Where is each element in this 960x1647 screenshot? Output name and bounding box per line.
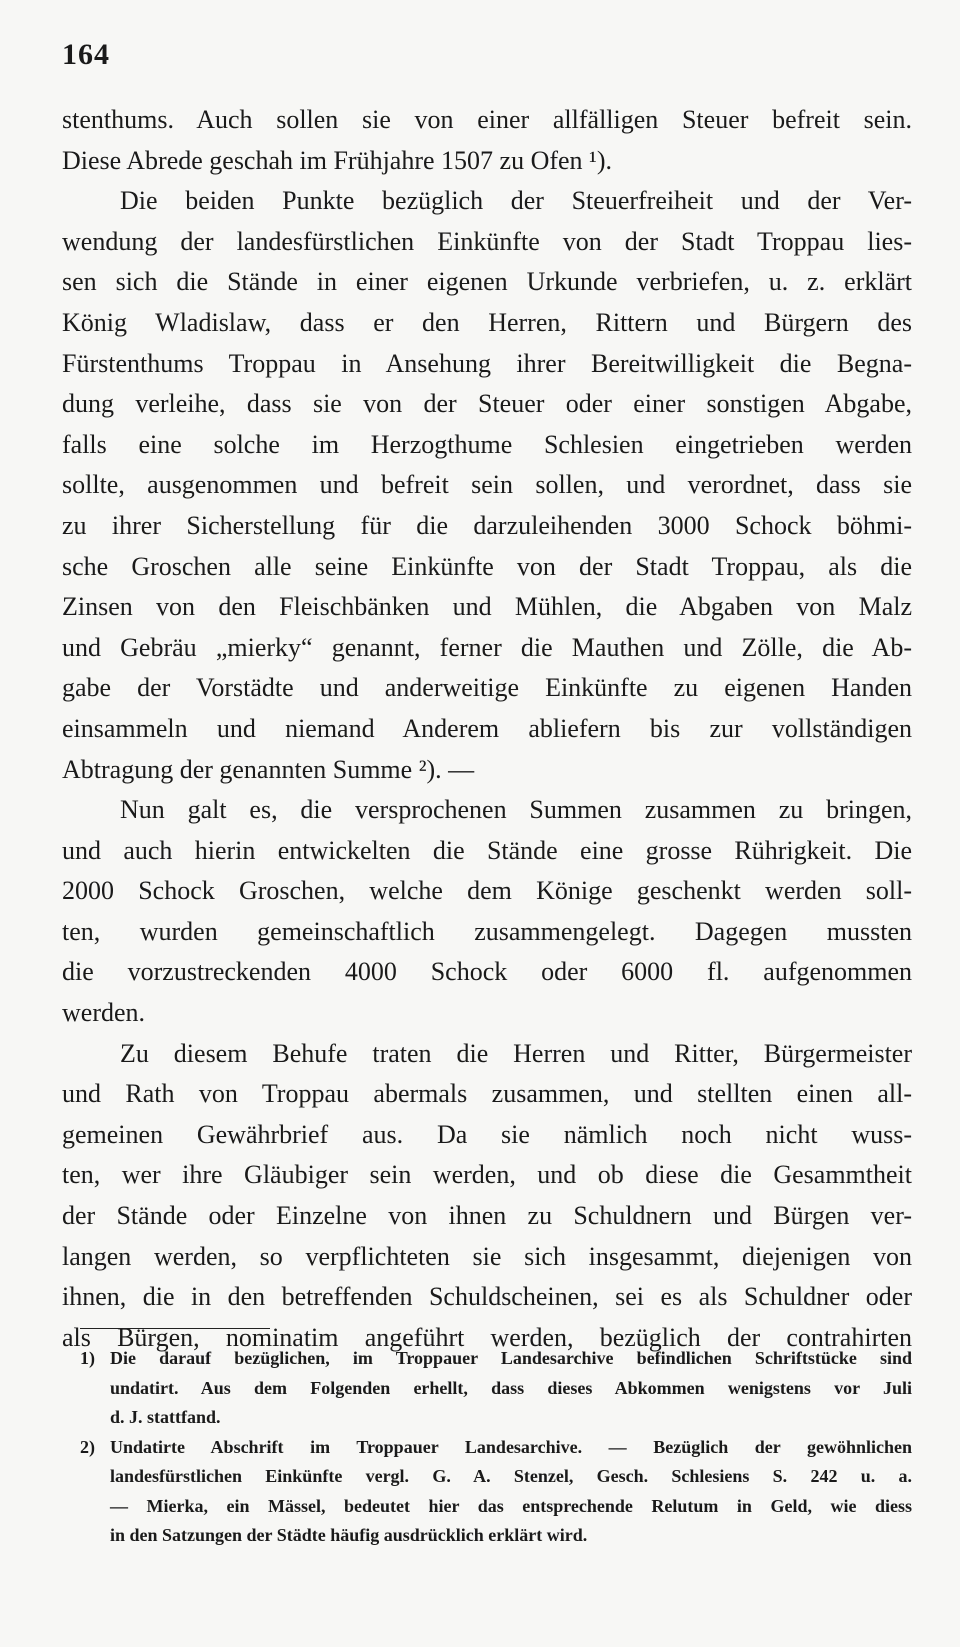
text-line: zu ihrer Sicherstellung für die darzuleihenden 3000 Schock böhmi- xyxy=(62,510,912,540)
text-line: und Gebräu „mierky“ genannt, ferner die Mauthen und Zölle, die Ab- xyxy=(62,632,912,662)
text-line: die vorzustreckenden 4000 Schock oder 6000 fl. aufgenommen xyxy=(62,957,912,987)
text-line: und auch hierin entwickelten die Stände eine grosse Rührigkeit. Die xyxy=(62,835,912,865)
footnotes xyxy=(80,1344,912,1551)
footnote-line xyxy=(80,1344,912,1374)
text-line: Diese Abrede geschah im Frühjahre 1507 zu Ofen ¹). xyxy=(62,145,613,175)
text-line: Nun galt es, die versprochenen Summen zusammen zu bringen, xyxy=(120,795,912,825)
text-line: stenthums. Auch sollen sie von einer allfälligen Steuer befreit sein. xyxy=(62,105,912,134)
text-line: ten, wurden gemeinschaftlich zusammengelegt. Dagegen mussten xyxy=(62,916,912,946)
text-line: 2000 Schock Groschen, welche dem Könige geschenkt werden soll- xyxy=(62,876,912,906)
text-line: Zinsen von den Fleischbänken und Mühlen, die Abgaben von Malz xyxy=(62,592,912,622)
text-line: gabe der Vorstädte und anderweitige Einkünfte zu eigenen Handen xyxy=(62,673,912,703)
text-line: wendung der landesfürstlichen Einkünfte von der Stadt Troppau lies- xyxy=(62,226,912,256)
footnote-divider xyxy=(80,1328,270,1329)
text-line: König Wladislaw, dass er den Herren, Rittern und Bürgern des xyxy=(62,307,912,337)
text-line: der Stände oder Einzelne von ihnen zu Schuldnern und Bürgen ver- xyxy=(62,1201,912,1231)
footnote-line: in den Satzungen der Städte häufig ausdrücklich erklärt wird. xyxy=(110,1525,588,1545)
footnote-text: Undatirte Abschrift im Troppauer Landesarchive. — Bezüglich der gewöhnlichen xyxy=(110,1436,912,1457)
text-line: Fürstenthums Troppau in Ansehung ihrer Bereitwilligkeit die Begna- xyxy=(62,348,912,378)
text-line: gemeinen Gewährbrief aus. Da sie nämlich noch nicht wuss- xyxy=(62,1119,912,1149)
footnote-line: — Mierka, ein Mässel, bedeutet hier das entsprechende Relutum in Geld, wie diess xyxy=(110,1495,912,1516)
text-line: werden. xyxy=(62,998,146,1028)
text-line: Zu diesem Behufe traten die Herren und Ritter, Bürgermeister xyxy=(120,1038,912,1068)
text-line: einsammeln und niemand Anderem abliefern bis zur vollständigen xyxy=(62,713,912,743)
text-line: falls eine solche im Herzogthume Schlesien eingetrieben werden xyxy=(62,429,912,459)
footnote xyxy=(80,1433,912,1551)
footnote xyxy=(80,1344,912,1433)
footnote-text: Die darauf bezüglichen, im Troppauer Landesarchive befindlichen Schriftstücke sind xyxy=(110,1348,912,1368)
text-line: sen sich die Stände in einer eigenen Urkunde verbriefen, u. z. erklärt xyxy=(62,267,912,297)
text-line: langen werden, so verpflichteten sie sich insgesammt, diejenigen von xyxy=(62,1241,912,1271)
footnote-line: undatirt. Aus dem Folgenden erhellt, dass dieses Abkommen wenigstens vor Juli xyxy=(110,1377,912,1398)
text-line: und Rath von Troppau abermals zusammen, und stellten einen all- xyxy=(62,1079,912,1109)
text-line: als Bürgen, nominatim angeführt werden, bezüglich der contrahirten xyxy=(62,1322,912,1352)
text-line: sche Groschen alle seine Einkünfte von der Stadt Troppau, als die xyxy=(62,551,912,581)
text-line: ihnen, die in den betreffenden Schuldscheinen, sei es als Schuldner oder xyxy=(62,1282,912,1312)
text-line: dung verleihe, dass sie von der Steuer oder einer sonstigen Abgabe, xyxy=(62,389,912,419)
main-text-block xyxy=(62,100,912,1358)
footnote-marker: 1) xyxy=(80,1348,95,1368)
text-line: Die beiden Punkte bezüglich der Steuerfreiheit und der Ver- xyxy=(120,186,912,216)
footnote-line: d. J. stattfand. xyxy=(110,1407,221,1427)
footnote-line xyxy=(80,1433,912,1463)
text-line: Abtragung der genannten Summe ²). — xyxy=(62,754,475,784)
footnote-marker: 2) xyxy=(80,1436,95,1457)
footnote-line: landesfürstlichen Einkünfte vergl. G. A. Stenzel, Gesch. Schlesiens S. 242 u. a. xyxy=(110,1466,912,1486)
text-line: sollte, ausgenommen und befreit sein sollen, und verordnet, dass sie xyxy=(62,470,912,500)
text-line: ten, wer ihre Gläubiger sein werden, und ob diese die Gesammtheit xyxy=(62,1160,912,1190)
page-number: 164 xyxy=(62,38,110,71)
